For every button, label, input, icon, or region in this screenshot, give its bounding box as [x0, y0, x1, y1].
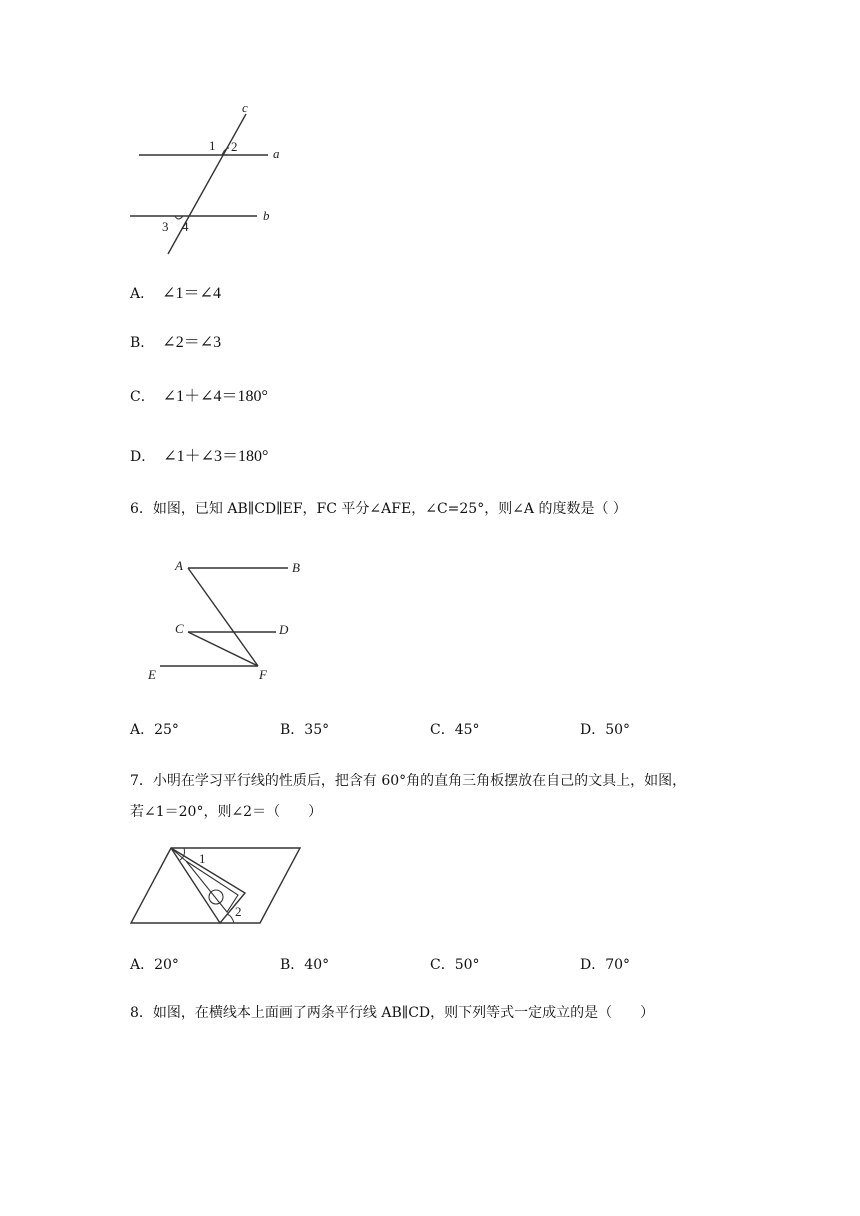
label-B: B	[292, 560, 300, 575]
line-c	[168, 114, 246, 254]
label-b: b	[263, 208, 270, 223]
set-square	[171, 848, 245, 923]
q7-option-c[interactable]: C．50°	[430, 957, 480, 973]
q7-figure	[128, 844, 308, 930]
label-1: 1	[209, 138, 216, 153]
label-c: c	[242, 100, 248, 115]
label-A: A	[175, 558, 183, 573]
parallelogram	[131, 848, 300, 923]
label-4: 4	[182, 219, 189, 234]
q5-option-a-letter: A．	[130, 286, 155, 302]
q5-option-c-letter: C．	[130, 389, 155, 405]
q6-option-a[interactable]: A．25°	[130, 722, 179, 738]
label-3: 3	[162, 219, 169, 234]
label-2: 2	[235, 904, 242, 919]
line-cf	[188, 632, 258, 666]
q6-figure	[140, 552, 320, 687]
q6-option-c[interactable]: C．45°	[430, 722, 480, 738]
q5-option-d-expr: ∠1＋∠3＝180°	[163, 448, 269, 465]
set-square-hole	[209, 890, 223, 904]
label-a: a	[273, 146, 280, 161]
q5-option-b[interactable]	[130, 334, 221, 352]
q5-option-d[interactable]	[130, 448, 268, 466]
set-square-inner	[186, 861, 238, 912]
label-C: C	[175, 621, 184, 636]
q5-option-a-expr: ∠1＝∠4	[162, 285, 221, 302]
q5-option-a[interactable]	[130, 285, 221, 303]
q6-option-b[interactable]: B．35°	[280, 722, 330, 738]
label-E: E	[148, 667, 156, 682]
q5-figure	[125, 100, 295, 265]
q7-question-line1: 7．小明在学习平行线的性质后，把含有 60°角的直角三角板摆放在自己的文具上，如图，	[130, 773, 687, 789]
label-2: 2	[231, 139, 238, 154]
label-D: D	[279, 622, 289, 637]
q5-option-d-letter: D．	[130, 449, 156, 465]
q7-option-b[interactable]: B．40°	[280, 957, 330, 973]
q5-option-b-letter: B．	[130, 335, 155, 351]
line-af	[188, 568, 258, 666]
q7-question-line2: 若∠1＝20°，则∠2＝（ ）	[130, 804, 323, 820]
q5-option-c-expr: ∠1＋∠4＝180°	[162, 388, 268, 405]
q5-option-b-expr: ∠2＝∠3	[162, 334, 222, 351]
q7-option-d[interactable]: D．70°	[580, 957, 631, 973]
label-F: F	[259, 667, 267, 682]
angle-mark-2	[227, 914, 234, 923]
q6-option-d[interactable]: D．50°	[580, 722, 631, 738]
q7-option-a[interactable]: A．20°	[130, 957, 179, 973]
label-1: 1	[199, 851, 206, 866]
q8-question: 8．如图，在横线本上面画了两条平行线 AB∥CD，则下列等式一定成立的是（ ）	[130, 1005, 655, 1021]
q5-option-c[interactable]	[130, 388, 268, 406]
q6-question: 6．如图，已知 AB∥CD∥EF，FC 平分∠AFE，∠C=25°，则∠A 的度数是（ ）	[130, 501, 627, 517]
